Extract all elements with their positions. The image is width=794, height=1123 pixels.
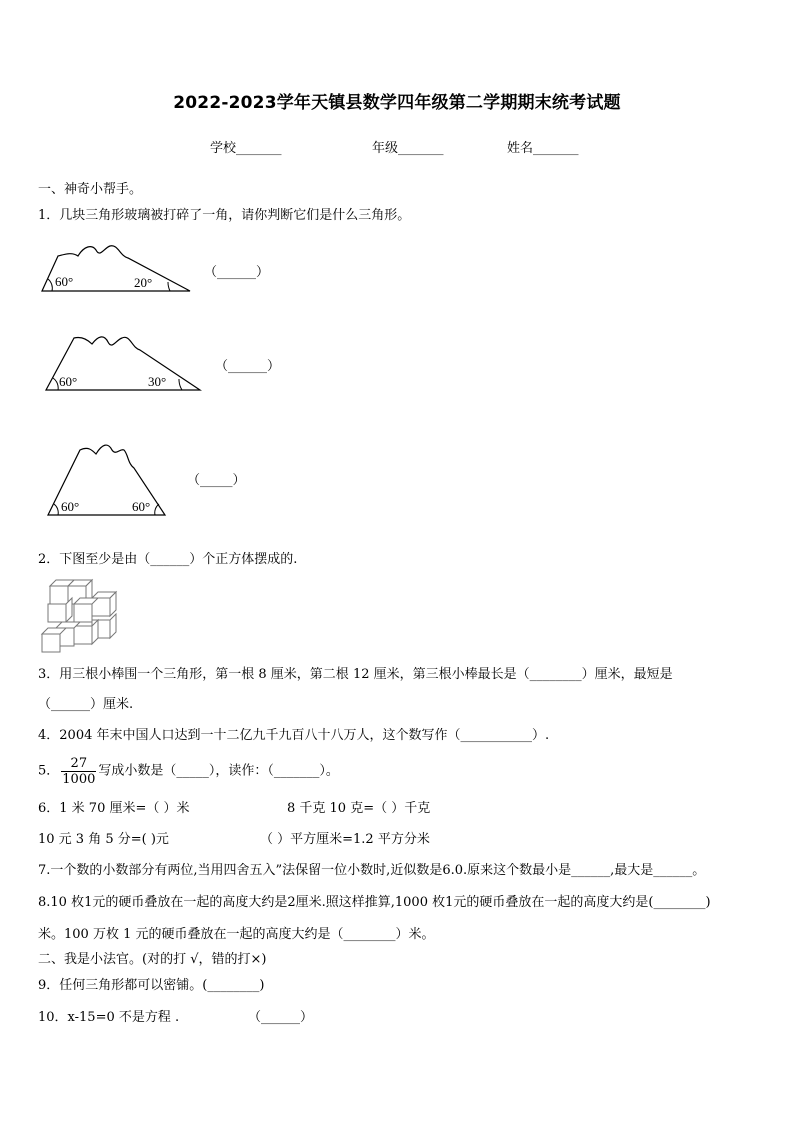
section-2-heading: 二、我是小法官。(对的打 √，错的打×): [38, 952, 267, 967]
tri3-answer-blank[interactable]: （_____）: [187, 473, 246, 488]
broken-triangle-2: [40, 332, 205, 394]
question-6-b: 8 千克 10 克=（ ）千克: [287, 801, 431, 816]
question-8-line-2: 米。100 万枚 1 元的硬币叠放在一起的高度大约是（________）米。: [38, 927, 435, 942]
question-6-d: （ ）平方厘米=1.2 平方分米: [260, 832, 430, 847]
question-10: 10．x-15=0 不是方程 .: [38, 1010, 180, 1025]
grade-field: 年级_______: [372, 141, 444, 156]
broken-triangle-1: [38, 236, 198, 298]
question-9: 9．任何三角形都可以密铺。(________): [38, 978, 265, 993]
question-4: 4．2004 年末中国人口达到一十二亿九千九百八十八万人，这个数写作（___________）.: [38, 728, 550, 743]
tri1-angle-right: 20°: [134, 275, 153, 290]
question-2: 2．下图至少是由（______）个正方体摆成的.: [38, 552, 298, 567]
question-3-line-1: 3．用三根小棒围一个三角形，第一根 8 厘米，第二根 12 厘米，第三根小棒最长是（________）厘米，最短是: [38, 667, 673, 682]
q5-prefix: 5．: [38, 763, 60, 779]
question-7: 7.一个数的小数部分有两位,当用四舍五入”法保留一位小数时,近似数是6.0.原来这个数最小是______,最大是______。: [38, 863, 706, 878]
q5-denominator: 1000: [62, 772, 96, 787]
question-6-a: 6．1 米 70 厘米=（ ）米: [38, 801, 190, 816]
q5-fraction: [61, 756, 96, 787]
tri2-angle-left: 60°: [59, 374, 78, 389]
tri2-angle-right: 30°: [148, 374, 167, 389]
name-field: 姓名_______: [507, 141, 579, 156]
broken-triangle-3: [44, 440, 169, 520]
q5-suffix: 写成小数是（_____），读作：（_______）。: [98, 763, 339, 779]
tri2-answer-blank[interactable]: （______）: [215, 359, 281, 374]
tri1-answer-blank[interactable]: （______）: [204, 265, 270, 280]
q5-numerator: 27: [61, 756, 96, 772]
section-1-heading: 一、神奇小帮手。: [38, 182, 143, 197]
school-field: 学校_______: [210, 141, 282, 156]
question-6-c: 10 元 3 角 5 分=( )元: [38, 832, 169, 847]
tri1-angle-left: 60°: [55, 274, 74, 289]
page-title: 2022-2023学年天镇县数学四年级第二学期期末统考试题: [173, 93, 621, 113]
q10-answer-blank[interactable]: （______）: [248, 1010, 314, 1025]
tri3-angle-left: 60°: [61, 499, 80, 514]
question-8-line-1: 8.10 枚1元的硬币叠放在一起的高度大约是2厘米.照这样推算,1000 枚1元的硬币叠放在一起的高度大约是(________): [38, 895, 711, 910]
question-5: [38, 756, 339, 787]
cube-stack-figure: [40, 576, 120, 654]
tri3-angle-right: 60°: [132, 499, 151, 514]
question-1: 1．几块三角形玻璃被打碎了一角，请你判断它们是什么三角形。: [38, 208, 411, 223]
question-3-line-2: （______）厘米.: [38, 697, 134, 712]
